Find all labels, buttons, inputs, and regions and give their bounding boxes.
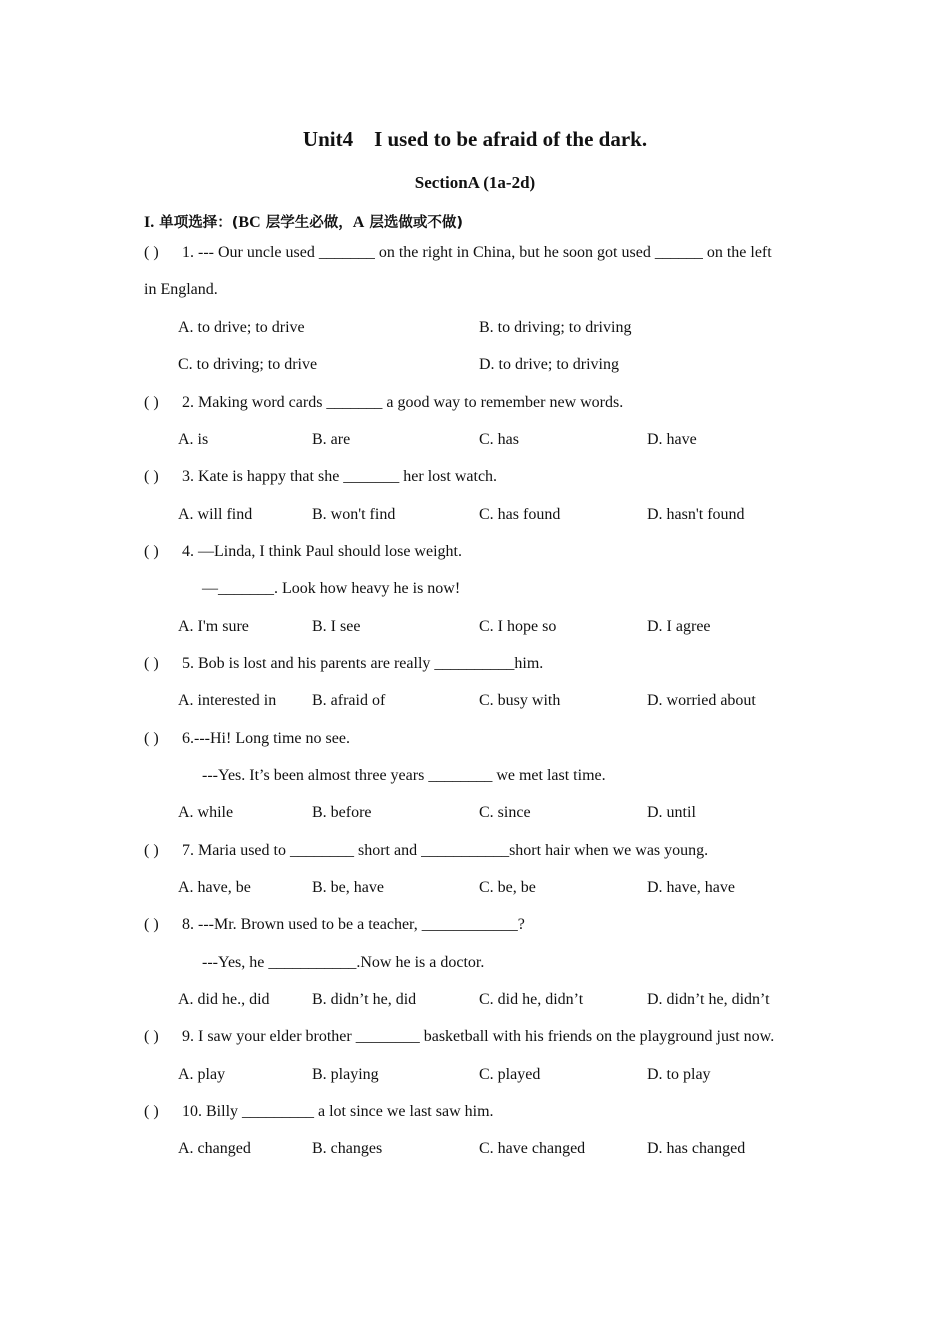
question-stem: 8. ---Mr. Brown used to be a teacher, ____________? bbox=[182, 916, 525, 933]
answer-blank[interactable]: ( ) bbox=[144, 730, 159, 747]
section-heading-text: 单项选择：( bbox=[154, 215, 239, 231]
section-heading-bc: BC bbox=[238, 214, 261, 231]
answer-blank[interactable]: ( ) bbox=[144, 842, 159, 859]
answer-blank[interactable]: ( ) bbox=[144, 1028, 159, 1045]
option-b: B. playing bbox=[312, 1066, 379, 1083]
option-d: D. didn’t he, didn’t bbox=[647, 991, 770, 1008]
question-stem: 3. Kate is happy that she _______ her lost watch. bbox=[182, 468, 498, 485]
option-b: B. didn’t he, did bbox=[312, 991, 417, 1008]
option-b: B. to driving; to driving bbox=[479, 319, 632, 336]
option-b: B. afraid of bbox=[312, 692, 386, 709]
question-continuation: in England. bbox=[144, 281, 218, 298]
answer-blank[interactable]: ( ) bbox=[144, 543, 159, 560]
option-d: D. I agree bbox=[647, 618, 711, 635]
option-c: C. has found bbox=[479, 506, 561, 523]
option-d: D. have, have bbox=[647, 879, 735, 896]
question-stem: 7. Maria used to ________ short and ___________short hair when we was young. bbox=[182, 842, 709, 859]
option-d: D. until bbox=[647, 804, 696, 821]
section-heading bbox=[144, 211, 463, 232]
question-stem: 4. —Linda, I think Paul should lose weight. bbox=[182, 543, 462, 560]
option-a: A. interested in bbox=[178, 692, 277, 709]
option-c: C. have changed bbox=[479, 1140, 586, 1157]
option-c: C. be, be bbox=[479, 879, 536, 896]
option-a: A. is bbox=[178, 431, 209, 448]
option-a: A. while bbox=[178, 804, 234, 821]
question-dialog: ---Yes. It’s been almost three years ________ we met last time. bbox=[202, 767, 606, 784]
option-b: B. before bbox=[312, 804, 372, 821]
question-dialog: —_______. Look how heavy he is now! bbox=[202, 580, 461, 597]
section-number: I. bbox=[144, 214, 155, 231]
option-c: C. played bbox=[479, 1066, 541, 1083]
question-dialog: ---Yes, he ___________.Now he is a doctor. bbox=[202, 954, 485, 971]
option-a: A. will find bbox=[178, 506, 253, 523]
option-a: A. I'm sure bbox=[178, 618, 249, 635]
section-heading-text: 层学生必做， bbox=[260, 215, 353, 231]
question-stem: 5. Bob is lost and his parents are really __________him. bbox=[182, 655, 544, 672]
option-b: B. I see bbox=[312, 618, 361, 635]
answer-blank[interactable]: ( ) bbox=[144, 1103, 159, 1120]
section-heading-a: A bbox=[352, 214, 365, 231]
option-a: A. to drive; to drive bbox=[178, 319, 305, 336]
answer-blank[interactable]: ( ) bbox=[144, 468, 159, 485]
question-stem: 6.---Hi! Long time no see. bbox=[182, 730, 350, 747]
question-stem: 10. Billy _________ a lot since we last saw him. bbox=[182, 1103, 494, 1120]
answer-blank[interactable]: ( ) bbox=[144, 916, 159, 933]
option-a: A. changed bbox=[178, 1140, 251, 1157]
page-subtitle: SectionA (1a-2d) bbox=[414, 173, 536, 192]
option-d: D. to drive; to driving bbox=[479, 356, 619, 373]
option-a: A. did he., did bbox=[178, 991, 270, 1008]
page-title: Unit4 I used to be afraid of the dark. bbox=[302, 127, 648, 151]
option-d: D. have bbox=[647, 431, 697, 448]
answer-blank[interactable]: ( ) bbox=[144, 655, 159, 672]
answer-blank[interactable]: ( ) bbox=[144, 244, 159, 261]
option-c: C. busy with bbox=[479, 692, 561, 709]
option-c: C. since bbox=[479, 804, 531, 821]
option-d: D. has changed bbox=[647, 1140, 746, 1157]
option-d: D. hasn't found bbox=[647, 506, 745, 523]
question-stem: 2. Making word cards _______ a good way to remember new words. bbox=[182, 394, 624, 411]
question-stem: 1. --- Our uncle used _______ on the right in China, but he soon got used ______ on the left bbox=[182, 244, 772, 261]
option-d: D. worried about bbox=[647, 692, 756, 709]
option-d: D. to play bbox=[647, 1066, 711, 1083]
option-c: C. has bbox=[479, 431, 519, 448]
answer-blank[interactable]: ( ) bbox=[144, 394, 159, 411]
section-heading-text: 层选做或不做) bbox=[364, 215, 463, 231]
option-c: C. did he, didn’t bbox=[479, 991, 584, 1008]
option-c: C. I hope so bbox=[479, 618, 557, 635]
option-b: B. won't find bbox=[312, 506, 396, 523]
option-a: A. have, be bbox=[178, 879, 251, 896]
option-b: B. be, have bbox=[312, 879, 384, 896]
option-a: A. play bbox=[178, 1066, 226, 1083]
question-stem: 9. I saw your elder brother ________ basketball with his friends on the playground just now. bbox=[182, 1028, 775, 1045]
option-b: B. changes bbox=[312, 1140, 383, 1157]
option-b: B. are bbox=[312, 431, 351, 448]
option-c: C. to driving; to drive bbox=[178, 356, 318, 373]
